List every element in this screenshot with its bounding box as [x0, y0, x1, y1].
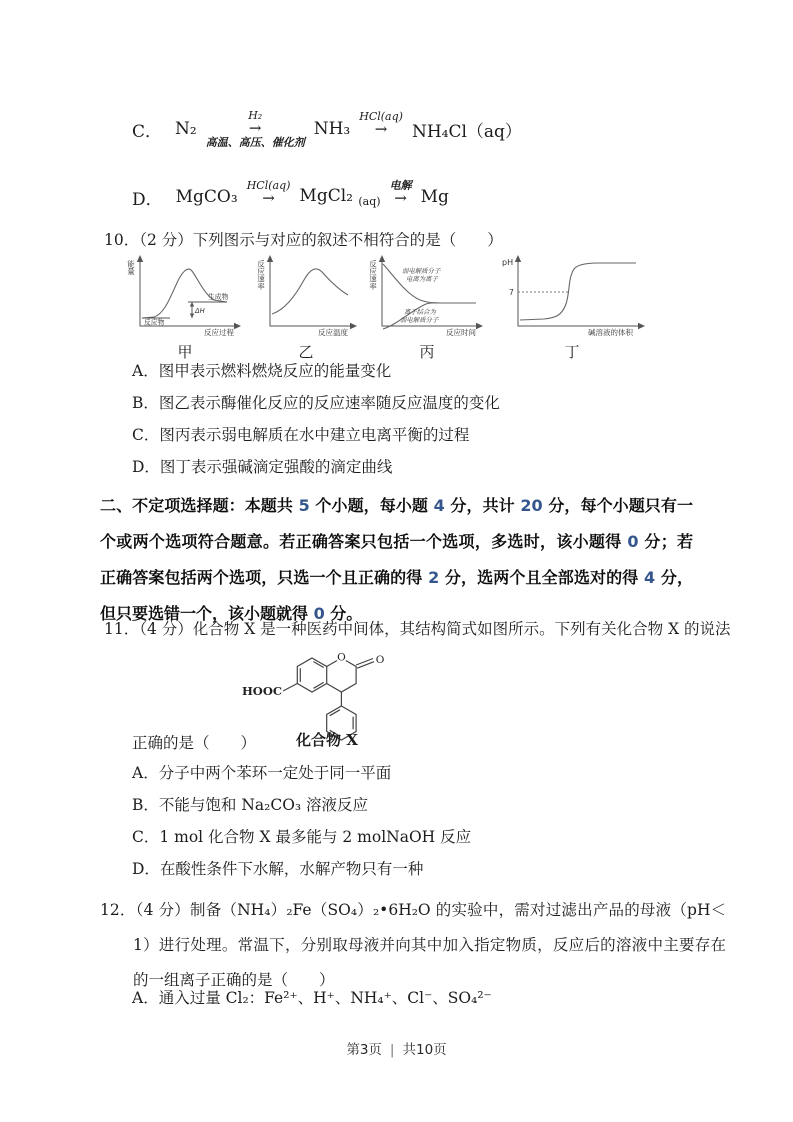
reaction-arrow-1	[206, 110, 305, 148]
page-number: 第3页	[346, 1042, 382, 1058]
formula-nh4cl: NH₄Cl（aq）	[411, 121, 522, 142]
ph7-tick: 7	[509, 288, 514, 297]
state-aq: (aq)	[358, 195, 381, 208]
header-text: 分，选两个且全部选对的得	[439, 568, 645, 587]
y-axis-label: pH	[502, 258, 514, 267]
x-axis-label: 反应温度	[318, 328, 348, 337]
question-10-figures	[124, 252, 648, 362]
reverse-label-line2: 弱电解质分子	[400, 316, 439, 324]
figure-yi	[254, 252, 358, 362]
formula-mgco3: MgCO₃	[175, 187, 238, 207]
figure-bing	[366, 252, 488, 362]
x-axis-label: 反应过程	[204, 328, 234, 337]
reaction-arrow-2	[390, 180, 412, 206]
formula-n2: N₂	[175, 119, 197, 139]
question-11-stem-tail: 正确的是（ ）	[132, 734, 257, 752]
arrow-glyph: →	[248, 119, 262, 137]
reaction-arrow-1	[247, 180, 291, 206]
forward-label-line2: 电离为离子	[406, 275, 438, 283]
option-letter: D．	[132, 189, 163, 210]
page-footer	[0, 1038, 793, 1058]
option-d: D．图丁表示强碱滴定强酸的滴定曲线	[132, 458, 393, 476]
option-b: B．图乙表示酶催化反应的反应速率随反应温度的变化	[132, 394, 500, 412]
y-axis-label: 能量	[126, 260, 136, 275]
score-number: 0	[313, 604, 325, 623]
question-10-title: 10．（2 分）下列图示与对应的叙述不相符合的是（ ）	[104, 231, 503, 249]
formula-nh3: NH₃	[313, 119, 351, 139]
reaction-option-c	[132, 110, 522, 148]
ionization-equilibrium-chart	[366, 252, 488, 340]
option-d: D．在酸性条件下水解，水解产物只有一种	[132, 860, 424, 878]
arrow-glyph: →	[262, 189, 275, 207]
titration-curve-chart	[496, 252, 648, 340]
option-a: A．分子中两个苯环一定处于同一平面	[132, 764, 392, 782]
energy-diagram-chart	[124, 252, 246, 340]
x-axis-label: 碱溶液的体积	[588, 328, 633, 337]
option-letter: C．	[132, 121, 163, 142]
ring-oxygen-atom: O	[337, 651, 346, 664]
figure-jia	[124, 252, 246, 362]
arrow-condition-bottom: 高温、高压、催化剂	[205, 136, 305, 149]
score-number: 5	[298, 496, 310, 515]
option-c: C．图丙表示弱电解质在水中建立电离平衡的过程	[132, 426, 470, 444]
formula-mgcl2: MgCl₂ $_{(aq)}$	[299, 186, 381, 208]
figure-caption: 甲	[177, 343, 193, 361]
figure-caption: 丁	[564, 343, 580, 361]
arrow-condition-top: HCl(aq)	[246, 179, 291, 192]
carboxyl-group-label: HOOC	[241, 684, 282, 698]
option-b: B．不能与饱和 Na₂CO₃ 溶液反应	[132, 796, 369, 814]
footer-separator: |	[389, 1042, 395, 1058]
question-10-options	[132, 355, 500, 483]
arrow-condition-top: HCl(aq)	[359, 110, 403, 123]
score-number: 0	[627, 532, 639, 551]
arrow-condition-top: H₂	[248, 109, 263, 122]
score-number: 4	[644, 568, 656, 587]
question-11-title: 11．（4 分）化合物 X 是一种医药中间体，其结构简式如图所示。下列有关化合物 X 的说法	[104, 620, 731, 638]
delta-h-label: ΔH	[195, 307, 205, 315]
option-c: C．1 mol 化合物 X 最多能与 2 molNaOH 反应	[132, 828, 472, 846]
section-2-header	[100, 488, 693, 632]
arrow-glyph: →	[394, 189, 407, 207]
y-axis-label: 反应速率	[256, 260, 266, 290]
reactant-label: 反应物	[144, 318, 165, 327]
forward-label-line1: 弱电解质分子	[402, 267, 441, 275]
figure-caption: 丙	[419, 343, 435, 361]
header-text: 二、不定项选择题：本题共	[100, 496, 299, 515]
header-text: 分，每个小题只有一个或两个选项符合题意。若正确答案只包括一个选项，多选时，该小题得	[100, 496, 693, 551]
reaction-option-d	[132, 180, 449, 214]
x-axis-label: 反应时间	[446, 328, 476, 337]
header-text: 分。	[324, 604, 363, 623]
compound-x-caption: 化合物 X	[296, 731, 358, 749]
header-text: 个小题，每小题	[309, 496, 434, 515]
score-number: 4	[433, 496, 445, 515]
figure-ding	[496, 252, 648, 362]
page-total: 共10页	[402, 1042, 447, 1058]
header-text: 分，共计	[444, 496, 521, 515]
header-text: 分；若正确答案包括两个选项，只选一个且正确的得	[100, 532, 693, 587]
option-a: A．图甲表示燃料燃烧反应的能量变化	[132, 362, 392, 380]
carbonyl-oxygen-atom: O	[375, 654, 385, 666]
rate-temperature-chart	[254, 252, 358, 340]
header-text: 分，但只要选错一个，该小题就得	[100, 568, 693, 623]
reverse-label-line1: 离子结合为	[404, 308, 436, 316]
arrow-glyph: →	[374, 120, 388, 138]
reaction-arrow-2	[359, 111, 403, 137]
formula-mg: Mg	[420, 187, 449, 207]
score-number: 2	[428, 568, 440, 587]
product-label: 生成物	[208, 293, 229, 301]
arrow-condition-top: 电解	[389, 179, 412, 192]
score-number: 20	[520, 496, 543, 515]
question-12-option-a: A．通入过量 Cl₂：Fe²⁺、H⁺、NH₄⁺、Cl⁻、SO₄²⁻	[132, 989, 492, 1007]
figure-caption: 乙	[298, 343, 314, 361]
question-11-options	[132, 757, 471, 885]
question-12-stem: 12．（4 分）制备（NH₄）₂Fe（SO₄）₂•6H₂O 的实验中，需对过滤出产品的母液（pH＜1）进行处理。常温下，分别取母液并向其中加入指定物质，反应后的溶液中主要存在的一组离子正确的是（ ）	[100, 901, 726, 989]
y-axis-label: 反应速率	[368, 260, 378, 290]
